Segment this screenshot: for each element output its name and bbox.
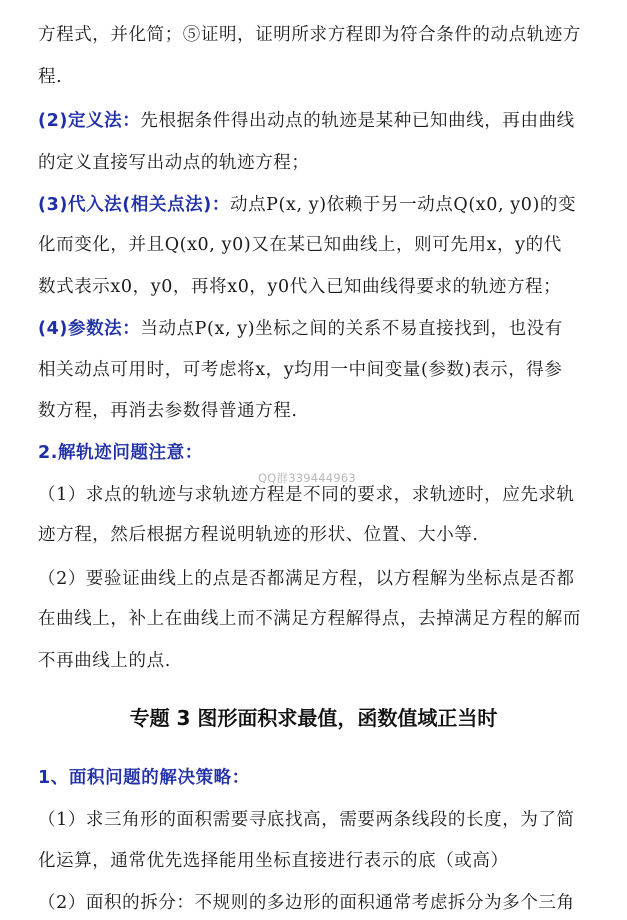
subsection-heading: 2.解轨迹问题注意： bbox=[38, 443, 203, 463]
method-text: 当动点P(x, y)坐标之间的关系不易直接找到，也没有 bbox=[140, 319, 563, 339]
text-line: 的定义直接写出动点的轨迹方程； bbox=[38, 153, 310, 173]
method-text: 动点P(x, y)依赖于另一动点Q(x0, y0)的变 bbox=[229, 195, 577, 215]
method-text: 先根据条件得出动点的轨迹是某种已知曲线，再由曲线 bbox=[140, 111, 575, 131]
text-line: 不再曲线上的点. bbox=[38, 651, 171, 671]
text-line: 数式表示x0，y0，再将x0，y0代入已知曲线得要求的轨迹方程； bbox=[38, 277, 562, 297]
text-line: 在曲线上，补上在曲线上而不满足方程解得点，去掉满足方程的解而 bbox=[38, 609, 581, 629]
text-line: （2）要验证曲线上的点是否都满足方程，以方程解为坐标点是否都 bbox=[38, 569, 575, 589]
text-line: 程. bbox=[38, 67, 63, 87]
text-line bbox=[38, 108, 627, 134]
method-heading: (3)代入法(相关点法)： bbox=[38, 195, 230, 215]
subsection-heading: 1、面积问题的解决策略： bbox=[38, 768, 250, 788]
text-line: 化而变化，并且Q(x0, y0)又在某已知曲线上，则可先用x，y的代 bbox=[38, 235, 562, 255]
text-line bbox=[38, 192, 627, 218]
text-line: 相关动点可用时，可考虑将x，y均用一中间变量(参数)表示，得参 bbox=[38, 360, 563, 380]
text-line: 方程式，并化简；⑤证明，证明所求方程即为符合条件的动点轨迹方 bbox=[38, 25, 581, 45]
text-line: （1）求点的轨迹与求轨迹方程是不同的要求，求轨迹时，应先求轨 bbox=[38, 485, 575, 505]
method-heading: (4)参数法： bbox=[38, 319, 141, 339]
method-heading: (2)定义法： bbox=[38, 111, 141, 131]
text-line: 迹方程，然后根据方程说明轨迹的形状、位置、大小等. bbox=[38, 525, 479, 545]
text-line: （2）面积的拆分：不规则的多边形的面积通常考虑拆分为多个三角 bbox=[38, 893, 575, 913]
text-line bbox=[38, 316, 627, 342]
text-line: 数方程，再消去参数得普通方程. bbox=[38, 401, 298, 421]
section-title: 专题 3 图形面积求最值，函数值域正当时 bbox=[129, 706, 498, 730]
text-line: 化运算，通常优先选择能用坐标直接进行表示的底（或高） bbox=[38, 851, 509, 871]
text-line bbox=[38, 440, 627, 466]
watermark-text: QQ群339444963 bbox=[258, 471, 356, 485]
text-line bbox=[38, 765, 627, 791]
text-line: （1）求三角形的面积需要寻底找高，需要两条线段的长度，为了简 bbox=[38, 810, 575, 830]
